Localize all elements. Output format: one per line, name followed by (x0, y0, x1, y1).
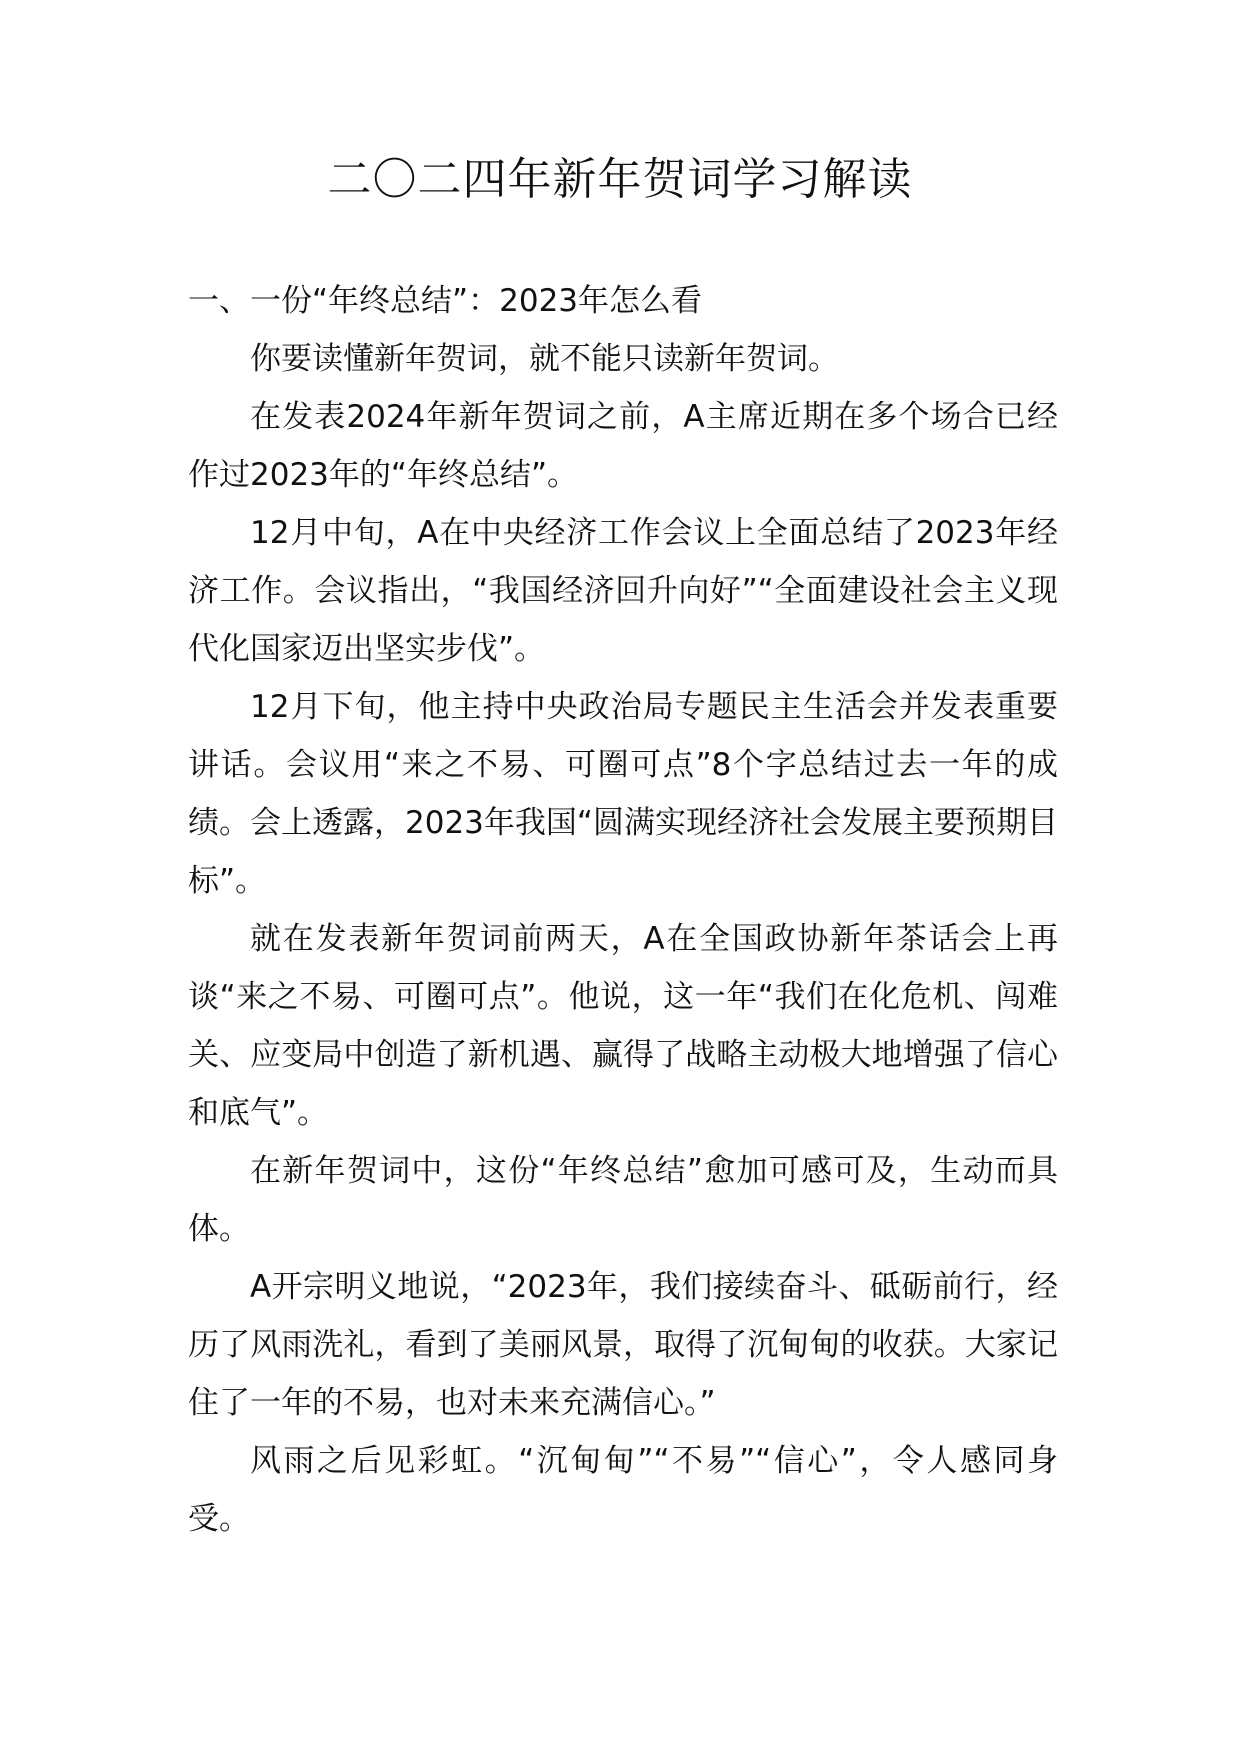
paragraph: 你要读懂新年贺词，就不能只读新年贺词。 (250, 341, 839, 377)
document-body (188, 272, 1058, 1548)
paragraph: 就在发表新年贺词前两天，A在全国政协新年茶话会上再谈“来之不易、可圈可点”。他说，这一年“我们在化危机、闯难关、应变局中创造了新机遇、赢得了战略主动极大地增强了信心和底气”。 (188, 921, 1058, 1131)
paragraph: A开宗明义地说，“2023年，我们接续奋斗、砥砺前行，经历了风雨洗礼，看到了美丽风景，取得了沉甸甸的收获。大家记住了一年的不易，也对未来充满信心。” (188, 1269, 1058, 1421)
document-title: 二〇二四年新年贺词学习解读 (327, 154, 913, 205)
paragraph: 在新年贺词中，这份“年终总结”愈加可感可及，生动而具体。 (188, 1153, 1058, 1247)
paragraph: 12月中旬，A在中央经济工作会议上全面总结了2023年经济工作。会议指出，“我国经济回升向好”“全面建设社会主义现代化国家迈出坚实步伐”。 (188, 515, 1058, 667)
section-heading: 一、一份“年终总结”：2023年怎么看 (188, 283, 703, 319)
paragraph: 风雨之后见彩虹。“沉甸甸”“不易”“信心”，令人感同身受。 (188, 1443, 1058, 1537)
paragraph: 在发表2024年新年贺词之前，A主席近期在多个场合已经作过2023年的“年终总结”。 (188, 399, 1058, 493)
paragraph: 12月下旬，他主持中央政治局专题民主生活会并发表重要讲话。会议用“来之不易、可圈可点”8个字总结过去一年的成绩。会上透露，2023年我国“圆满实现经济社会发展主要预期目标”。 (188, 689, 1058, 899)
